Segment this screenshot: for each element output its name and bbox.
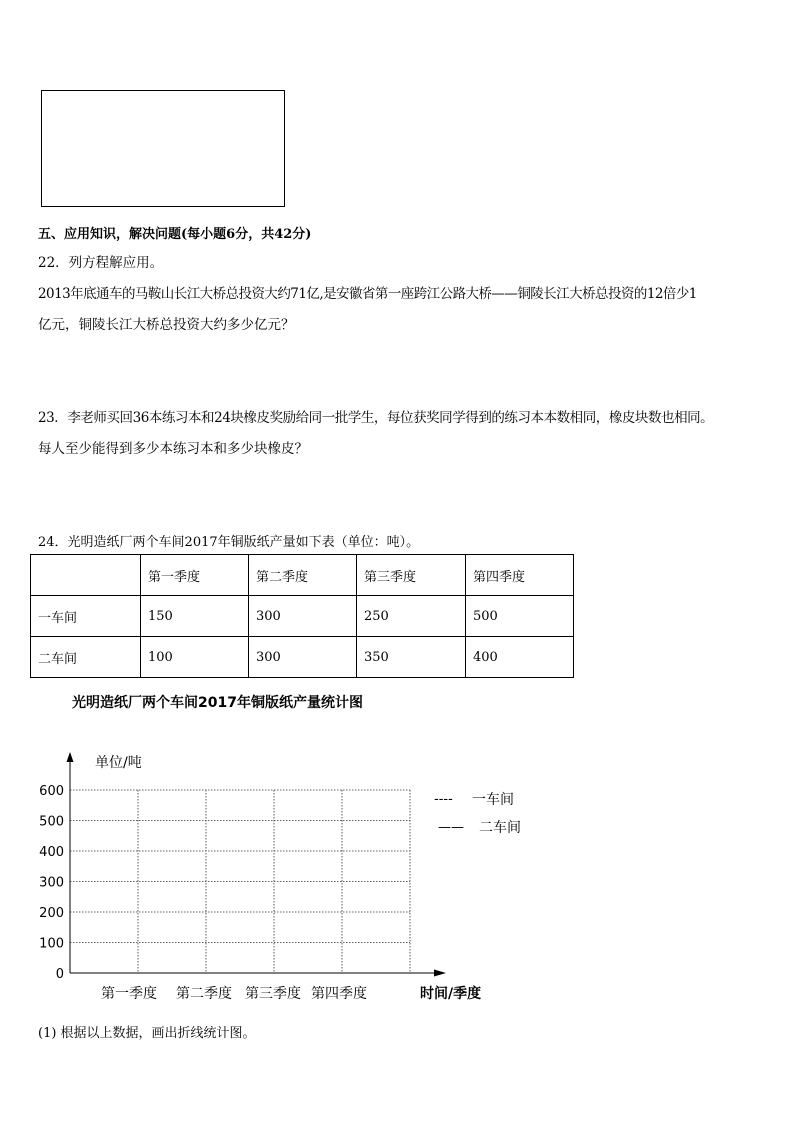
table-header-row bbox=[31, 555, 574, 596]
q22-text-line2: 亿元，铜陵长江大桥总投资大约多少亿元？ bbox=[38, 317, 295, 333]
line-chart-grid bbox=[0, 740, 560, 1010]
x-tick-label: 第四季度 bbox=[311, 986, 367, 1002]
production-table bbox=[30, 554, 574, 678]
table-cell: 300 bbox=[249, 596, 357, 637]
table-cell: 一车间 bbox=[31, 596, 141, 637]
table-row bbox=[31, 637, 574, 678]
y-tick-label: 400 bbox=[39, 845, 64, 860]
table-header-cell: 第三季度 bbox=[357, 555, 466, 596]
answer-box bbox=[41, 90, 285, 207]
y-tick-label: 0 bbox=[55, 967, 64, 982]
y-tick-label: 600 bbox=[39, 784, 64, 799]
table-cell: 100 bbox=[141, 637, 249, 678]
table-cell: 350 bbox=[357, 637, 466, 678]
y-tick-label: 100 bbox=[39, 936, 64, 952]
y-tick-label: 300 bbox=[39, 875, 64, 891]
y-axis-arrow bbox=[67, 752, 74, 762]
q23-text-line1: 23．李老师买回36本练习本和24块橡皮奖励给同一批学生，每位获奖同学得到的练习本本数相同，橡皮块数也相同。 bbox=[38, 410, 714, 426]
legend-marker-dashed: ---- bbox=[434, 792, 453, 807]
section-title: 五、应用知识，解决问题(每小题6分，共42分) bbox=[38, 227, 312, 242]
y-axis-label: 单位/吨 bbox=[95, 755, 142, 771]
q23-text-line2: 每人至少能得到多少本练习本和多少块橡皮？ bbox=[38, 441, 308, 457]
legend-marker-solid: —— bbox=[438, 820, 464, 835]
y-tick-label: 200 bbox=[39, 906, 64, 921]
table-header-cell bbox=[31, 555, 141, 596]
x-axis-label: 时间/季度 bbox=[420, 986, 482, 1002]
q24-intro: 24．光明造纸厂两个车间2017年铜版纸产量如下表（单位：吨）。 bbox=[38, 535, 420, 550]
table-cell: 400 bbox=[466, 637, 574, 678]
x-tick-label: 第三季度 bbox=[245, 986, 301, 1002]
x-tick-label: 第二季度 bbox=[176, 986, 232, 1002]
table-cell: 250 bbox=[357, 596, 466, 637]
chart-title: 光明造纸厂两个车间2017年铜版纸产量统计图 bbox=[72, 695, 363, 711]
table-cell: 150 bbox=[141, 596, 249, 637]
table-cell: 二车间 bbox=[31, 637, 141, 678]
legend-label-workshop2: 二车间 bbox=[479, 820, 521, 836]
x-tick-label: 第一季度 bbox=[101, 986, 157, 1002]
table-header-cell: 第一季度 bbox=[141, 555, 249, 596]
q22-heading: 22．列方程解应用。 bbox=[38, 255, 164, 271]
table-header-cell: 第二季度 bbox=[249, 555, 357, 596]
table-cell: 500 bbox=[466, 596, 574, 637]
q24-sub1: (1) 根据以上数据，画出折线统计图。 bbox=[38, 1026, 256, 1041]
q22-text-line1: 2013年底通车的马鞍山长江大桥总投资大约71亿,是安徽省第一座跨江公路大桥——铜陵长江大桥总投资的12倍少1 bbox=[38, 286, 697, 302]
y-tick-label: 500 bbox=[39, 814, 64, 830]
legend-label-workshop1: 一车间 bbox=[472, 792, 514, 808]
table-header-cell: 第四季度 bbox=[466, 555, 574, 596]
table-row bbox=[31, 596, 574, 637]
table-cell: 300 bbox=[249, 637, 357, 678]
x-axis-arrow bbox=[434, 970, 446, 977]
